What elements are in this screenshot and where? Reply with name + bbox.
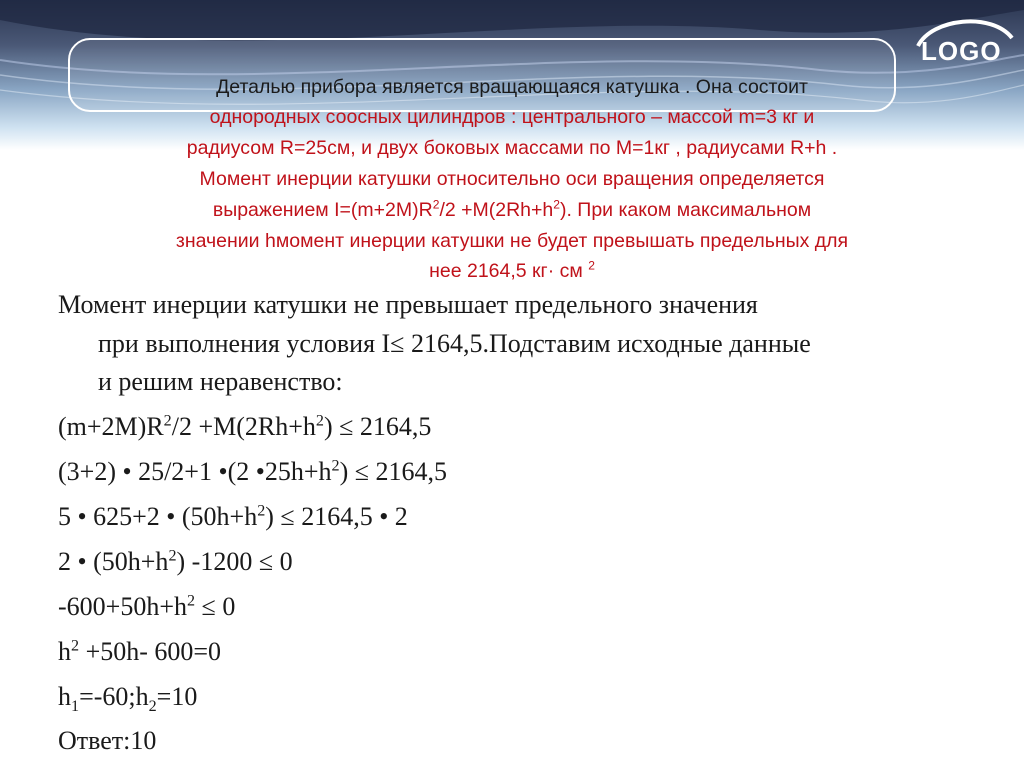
equation-6: $h^2 +50h-$ 600=0: [58, 637, 222, 666]
logo: LOGO: [921, 36, 1002, 66]
answer-line: Ответ:10: [58, 726, 157, 755]
problem-line-7: нее 2164,5 кг· см $^2$: [429, 258, 595, 282]
solution-paragraph-line-1: Момент инерции катушки не превышает предельного значения: [58, 290, 758, 319]
problem-line-3: радиусом R=25см, и двух боковых массами по M=1кг , радиусами R+h .: [186, 137, 838, 159]
solution-paragraph-line-2: при выполнения условия I≤ 2164,5.Подставим исходные данные: [98, 329, 811, 358]
equation-7: $h_1=-60;h_2=10$: [58, 682, 198, 716]
problem-line-1: Деталью прибора является вращающаяся катушка . Она состоит: [216, 76, 808, 98]
equation-5: $-600+50h+h^2 \le 0$: [58, 592, 236, 621]
equation-1: $(m+2M)R^2/2 +M(2Rh+h^2) \le 2164,5$: [58, 412, 432, 441]
equation-4: 2 • $(50h+h^2) -1200 \le 0$: [58, 547, 293, 576]
problem-line-5: выражением $I=(m+2M)R^2/2 +M(2Rh+h^2)$. При каком максимальном: [212, 197, 812, 221]
equation-3: 5 • 625+2 • $(50h+h^2) \le 2164,5$ • 2: [58, 502, 408, 531]
solution-paragraph-line-3: и решим неравенство:: [98, 367, 343, 396]
problem-line-6: значении hмомент инерции катушки не будет превышать предельных для: [175, 230, 849, 252]
problem-line-4: Момент инерции катушки относительно оси вращения определяется: [199, 168, 825, 190]
equation-2: (3+2) • 25/2+1 •(2 $•25h+h^2) \le 2164,5$: [58, 457, 447, 486]
problem-line-2: однородных соосных цилиндров : центрального – массой m=3 кг и: [209, 106, 815, 128]
